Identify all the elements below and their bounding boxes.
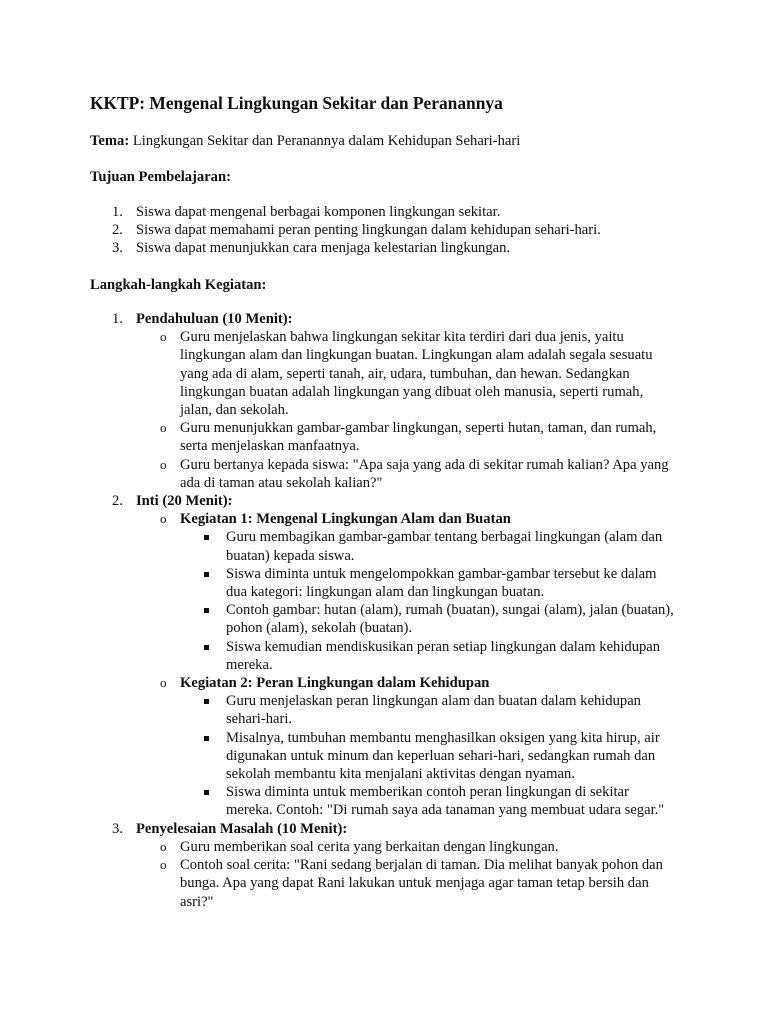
square-bullet-icon [204, 535, 209, 540]
document-title: KKTP: Mengenal Lingkungan Sekitar dan Peranannya [90, 93, 503, 113]
step-sublist [136, 510, 690, 819]
tujuan-item [90, 221, 690, 239]
circle-bullet-icon: o [160, 456, 167, 472]
kegiatan-point-text: Guru menjelaskan peran lingkungan alam dan buatan dalam kehidupan sehari-hari. [226, 693, 641, 728]
tujuan-list [90, 203, 690, 258]
step-title: Penyelesaian Masalah (10 Menit): [136, 820, 348, 837]
step-sublist [136, 838, 690, 911]
kegiatan-point [180, 528, 677, 564]
kegiatan-item [136, 510, 676, 674]
step-pendahuluan [90, 310, 690, 492]
kegiatan-point [180, 565, 677, 601]
list-number: 1. [112, 204, 123, 220]
list-number: 2. [112, 222, 123, 239]
list-number: 3. [112, 240, 123, 257]
tujuan-item [90, 239, 690, 257]
sub-item-text: Guru menunjukkan gambar-gambar lingkungan, seperti hutan, taman, dan rumah, serta menjelaskan manfaatnya. [180, 420, 657, 455]
tema-value: Lingkungan Sekitar dan Peranannya dalam Kehidupan Sehari-hari [132, 133, 521, 149]
step-title: Pendahuluan (10 Menit): [136, 311, 293, 327]
circle-bullet-icon: o [160, 329, 167, 345]
circle-bullet-icon: o [160, 511, 167, 527]
kegiatan-sublist [180, 692, 676, 819]
tujuan-heading: Tujuan Pembelajaran: [90, 169, 231, 185]
langkah-list [90, 310, 690, 911]
tema-line [90, 132, 520, 150]
tema-label: Tema: [90, 133, 130, 149]
kegiatan-point-text: Siswa diminta untuk mengelompokkan gambar-gambar tersebut ke dalam dua kategori: lingkungan alam dan lingkungan buatan. [226, 565, 657, 601]
tujuan-item [90, 203, 690, 221]
kegiatan-point-text: Contoh gambar: hutan (alam), rumah (buatan), sungai (alam), jalan (buatan), pohon (alam), sekolah (buatan). [226, 602, 674, 637]
sub-item-text: Guru bertanya kepada siswa: "Apa saja yang ada di sekitar rumah kalian? Apa yang ada di taman atau sekolah kalian?" [180, 456, 669, 491]
circle-bullet-icon: o [160, 857, 167, 873]
square-bullet-icon [204, 608, 209, 613]
tujuan-item-text: Siswa dapat mengenal berbagai komponen lingkungan sekitar. [136, 204, 501, 220]
kegiatan-point [180, 692, 677, 728]
step-title: Inti (20 Menit): [136, 493, 233, 510]
sub-item [136, 456, 676, 492]
kegiatan-point-text: Misalnya, tumbuhan membantu menghasilkan oksigen yang kita hirup, air digunakan untuk minum dan keperluan sehari-hari, sedangkan rumah dan sekolah membantu kita menjalani aktivitas dengan nyaman. [226, 729, 660, 783]
kegiatan-title: Kegiatan 2: Peran Lingkungan dalam Kehidupan [180, 675, 490, 692]
sub-item [136, 328, 676, 419]
square-bullet-icon [204, 572, 209, 577]
square-bullet-icon [204, 736, 209, 741]
circle-bullet-icon: o [160, 675, 167, 691]
kegiatan-item [136, 674, 676, 820]
sub-item [136, 838, 676, 856]
langkah-heading: Langkah-langkah Kegiatan: [90, 277, 267, 293]
circle-bullet-icon: o [160, 420, 167, 436]
tujuan-item-text: Siswa dapat menunjukkan cara menjaga kelestarian lingkungan. [136, 240, 511, 257]
kegiatan-point [180, 729, 677, 784]
tujuan-item-text: Siswa dapat memahami peran penting lingkungan dalam kehidupan sehari-hari. [136, 222, 601, 239]
sub-item-text: Contoh soal cerita: "Rani sedang berjalan di taman. Dia melihat banyak pohon dan bunga. Apa yang dapat Rani lakukan untuk menjaga agar taman tetap bersih dan asri?" [180, 857, 663, 910]
kegiatan-point-text: Guru membagikan gambar-gambar tentang berbagai lingkungan (alam dan buatan) kepada siswa. [226, 529, 663, 564]
step-penyelesaian-masalah [90, 820, 690, 911]
kegiatan-title: Kegiatan 1: Mengenal Lingkungan Alam dan Buatan [180, 511, 511, 528]
kegiatan-point-text: Siswa kemudian mendiskusikan peran setiap lingkungan dalam kehidupan mereka. [226, 638, 661, 673]
kegiatan-point [180, 601, 677, 637]
list-number: 1. [112, 311, 123, 327]
kegiatan-point [180, 638, 677, 674]
sub-item-text: Guru memberikan soal cerita yang berkaitan dengan lingkungan. [180, 838, 559, 855]
kegiatan-point [180, 783, 677, 819]
sub-item [136, 419, 676, 455]
square-bullet-icon [204, 790, 209, 795]
step-sublist [136, 328, 690, 492]
circle-bullet-icon: o [160, 838, 167, 854]
step-inti [90, 492, 690, 820]
sub-item-text: Guru menjelaskan bahwa lingkungan sekitar kita terdiri dari dua jenis, yaitu lingkungan alam dan lingkungan buatan. Lingkungan alam adalah segala sesuatu yang ada di alam, seperti tanah, air, udara, tumbuhan, dan hewan. Sedangkan lingkungan buatan adalah lingkungan yang dibuat oleh manusia, seperti rumah, jalan, dan sekolah. [180, 329, 653, 419]
list-number: 3. [112, 820, 123, 837]
list-number: 2. [112, 493, 123, 510]
square-bullet-icon [204, 645, 209, 650]
kegiatan-sublist [180, 528, 676, 674]
square-bullet-icon [204, 699, 209, 704]
kegiatan-point-text: Siswa diminta untuk memberikan contoh peran lingkungan di sekitar mereka. Contoh: "Di rumah saya ada tanaman yang membuat udara segar." [226, 784, 665, 819]
sub-item [136, 856, 676, 911]
